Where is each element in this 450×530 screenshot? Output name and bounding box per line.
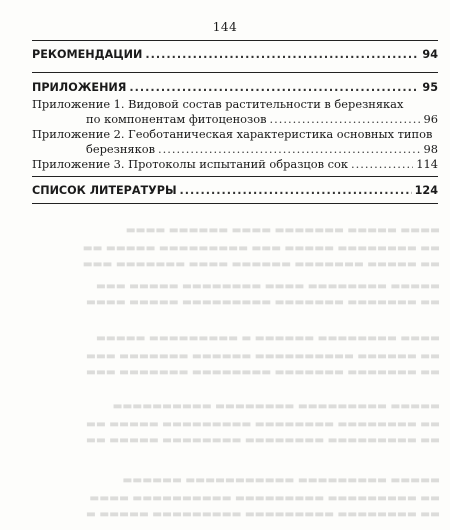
toc-entry-recommendations[interactable] — [32, 48, 438, 61]
toc-entry-appendix-2-line-1[interactable] — [32, 128, 438, 141]
toc-entry-appendices[interactable] — [32, 81, 438, 94]
toc-page: 95 — [422, 81, 438, 94]
toc-leader — [158, 143, 420, 156]
document-page: 144 РЕКОМЕНДАЦИИ ..... 94 ПРИЛОЖЕНИЯ ..... 95 Приложение 1. Видовой состав растительности в березняках по компонентам фитоценозов ..... 96 Приложение 2. Геоботаническая характеристика основных типов березняков ..... 98 Приложение 3. Протоколы испытаний образцов сок ..... 114 СПИСОК ЛИТЕРАТУРЫ ..... 124 ▬▬▬▬ ▬▬▬▬▬ ▬▬▬▬▬▬▬ ▬▬▬▬ ▬▬▬▬▬▬ ▬▬▬▬ ▬▬ ▬▬▬▬▬▬▬▬ ▬▬▬▬▬ ▬▬▬ ▬▬▬▬▬▬▬▬▬ ▬▬▬▬▬ ▬▬ ▬▬ ▬▬▬▬▬ ▬▬▬▬▬▬▬ ▬▬▬▬▬▬ ▬▬▬▬ ▬▬▬▬▬▬▬ ▬▬▬ ▬▬▬▬▬ ▬▬▬▬▬▬▬▬ ▬▬▬▬ ▬▬▬▬▬▬▬▬ ▬▬▬▬▬ ▬▬▬ ▬▬ ▬▬▬▬▬▬▬ ▬▬▬▬▬▬▬ ▬▬▬▬▬▬▬▬▬ ▬▬▬▬▬ ▬▬▬▬ ▬▬▬▬ ▬▬▬▬▬▬▬▬ ▬▬▬▬▬▬ ▬ ▬▬▬▬▬▬▬▬▬ ▬▬▬▬▬ ▬▬ ▬▬▬▬▬▬ ▬▬▬▬▬▬▬▬▬▬ ▬▬▬▬▬▬ ▬▬▬▬▬▬▬ ▬▬▬ ▬▬ ▬▬▬▬▬▬▬ ▬▬▬▬▬▬▬ ▬▬▬▬▬▬▬▬ ▬▬▬▬▬▬▬ ▬▬▬ ▬▬▬▬▬ ▬▬▬▬▬▬▬▬▬ ▬▬▬▬▬▬▬▬ ▬▬▬▬▬▬▬▬▬▬ ▬▬ ▬▬▬▬▬▬▬▬ ▬▬▬▬▬▬▬▬ ▬▬▬▬▬▬▬▬▬ ▬▬▬▬▬ ▬▬ ▬▬ ▬▬▬▬▬▬▬▬▬ ▬▬▬▬▬▬▬▬ ▬▬▬▬▬▬▬▬ ▬▬▬▬▬ ▬▬ ▬▬▬▬▬ ▬▬▬▬▬▬▬▬▬ ▬▬▬▬▬▬▬▬▬▬▬ ▬▬▬▬▬▬ ▬▬ ▬▬▬▬▬▬▬▬▬ ▬▬▬▬▬▬▬▬▬ ▬▬▬▬▬▬▬▬▬▬ ▬▬▬▬ ▬▬ ▬▬▬▬▬▬▬▬ ▬▬▬▬▬▬▬▬▬ ▬▬▬▬▬▬▬▬▬ ▬▬▬▬▬ ▬ — [0, 0, 450, 530]
section-rule — [32, 72, 438, 73]
toc-leader — [270, 113, 421, 126]
toc-leader — [129, 81, 419, 94]
toc-entry-appendix-3[interactable] — [32, 158, 438, 171]
toc-page: 114 — [416, 157, 438, 171]
toc-label: Приложение 1. Видовой состав растительности в березняках — [32, 97, 404, 111]
toc-leader — [180, 184, 412, 197]
toc-page: 98 — [423, 142, 438, 156]
toc-leader — [351, 158, 413, 171]
toc-label: березняков — [86, 142, 156, 156]
page-number: 144 — [212, 20, 238, 34]
toc-page: 124 — [414, 184, 438, 197]
section-rule — [32, 176, 438, 177]
toc-label: РЕКОМЕНДАЦИИ — [32, 48, 143, 61]
toc-leader — [145, 48, 419, 61]
bottom-rule — [32, 203, 438, 204]
toc-entry-bibliography[interactable] — [32, 184, 438, 197]
toc-page: 94 — [422, 48, 438, 61]
toc-label: Приложение 3. Протоколы испытаний образцов сок — [32, 157, 349, 171]
toc-label: по компонентам фитоценозов — [86, 112, 267, 126]
toc-label: Приложение 2. Геоботаническая характеристика основных типов — [32, 127, 433, 141]
toc-entry-appendix-1-line-2[interactable] — [32, 113, 438, 126]
toc-label: ПРИЛОЖЕНИЯ — [32, 81, 127, 94]
toc-page: 96 — [423, 112, 438, 126]
toc-entry-appendix-1-line-1[interactable] — [32, 98, 438, 111]
toc-label: СПИСОК ЛИТЕРАТУРЫ — [32, 184, 177, 197]
top-rule — [32, 40, 438, 41]
toc-entry-appendix-2-line-2[interactable] — [32, 143, 438, 156]
